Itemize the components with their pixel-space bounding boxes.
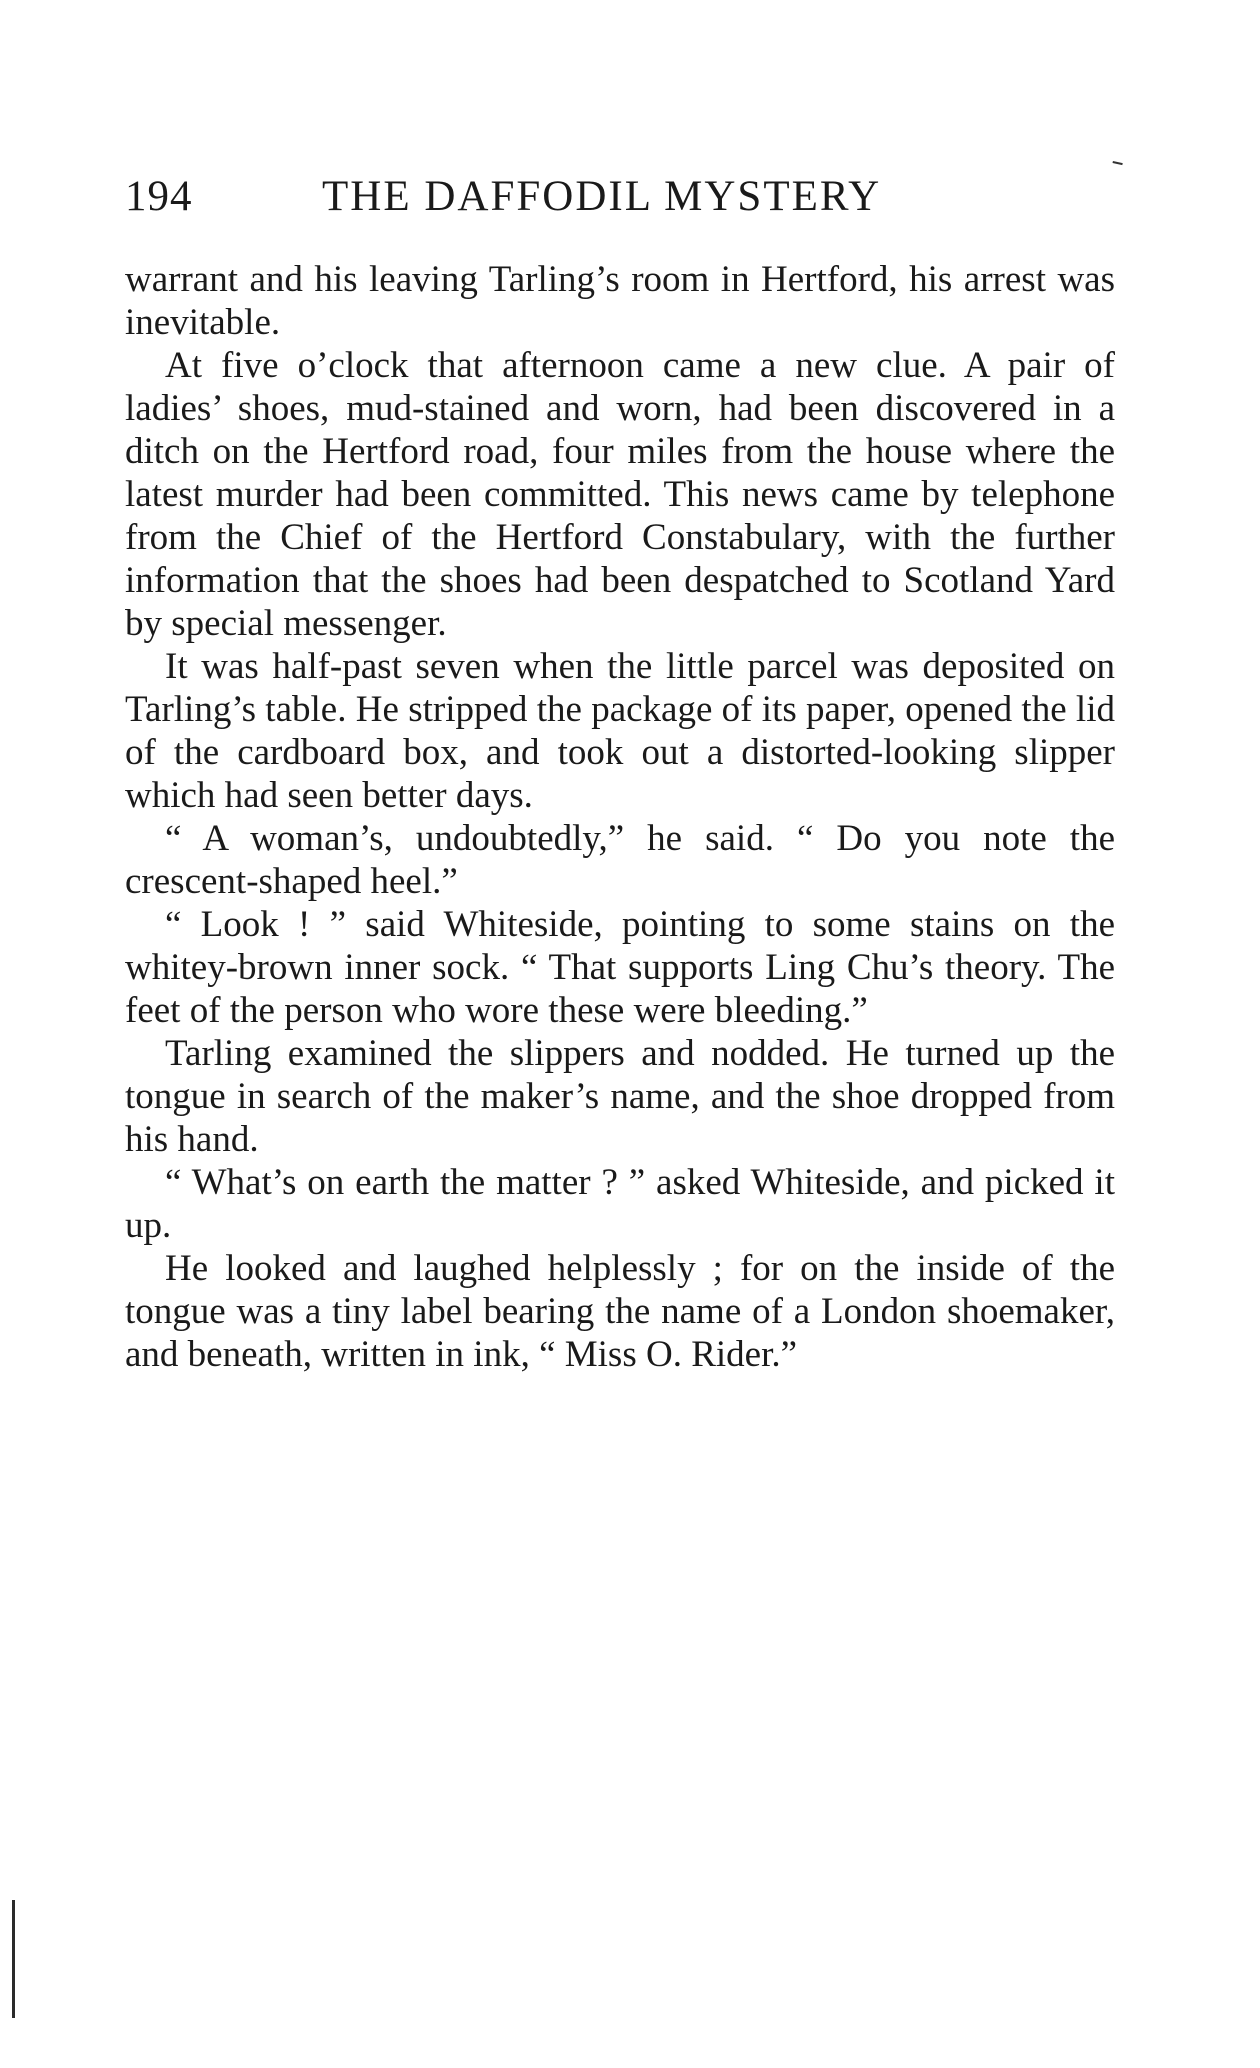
paragraph-stains: “ Look ! ” said Whiteside, pointing to some stains on the whitey-brown inner sock. “ That supports Ling Chu’s theory. The feet of the person who wore these were bleeding.”: [125, 904, 1115, 1031]
page-header: [125, 172, 1125, 222]
paragraph-tongue: Tarling examined the slippers and nodded. He turned up the tongue in search of the maker’s name, and the shoe dropped from his hand.: [125, 1033, 1115, 1160]
margin-scan-mark: [12, 1900, 15, 2018]
corner-mark: [1111, 161, 1122, 171]
paragraph-new-clue: At five o’clock that afternoon came a new clue. A pair of ladies’ shoes, mud-stained and worn, had been discovered in a ditch on the Hertford road, four miles from the house where the latest murder had been committed. This news came by telephone from the Chief of the Hertford Constabulary, with the further information that the shoes had been despatched to Scotland Yard by special messenger.: [125, 345, 1115, 644]
body-text: [125, 258, 1115, 1376]
paragraph-miss-rider: He looked and laughed helplessly ; for on the inside of the tongue was a tiny label bearing the name of a London shoemaker, and beneath, written in ink, “ Miss O. Rider.”: [125, 1248, 1115, 1375]
paragraph-whats-the-matter: “ What’s on earth the matter ? ” asked Whiteside, and picked it up.: [125, 1162, 1115, 1246]
paragraph-woman-shoe: “ A woman’s, undoubtedly,” he said. “ Do you note the crescent-shaped heel.”: [125, 818, 1115, 902]
running-title: THE DAFFODIL MYSTERY: [322, 173, 882, 220]
paragraph-continuation: warrant and his leaving Tarling’s room in Hertford, his arrest was inevitable.: [125, 259, 1115, 343]
paragraph-parcel: It was half-past seven when the little parcel was deposited on Tarling’s table. He stripped the package of its paper, opened the lid of the cardboard box, and took out a distorted-looking slipper which had seen better days.: [125, 646, 1115, 816]
page-number: 194: [125, 173, 193, 220]
